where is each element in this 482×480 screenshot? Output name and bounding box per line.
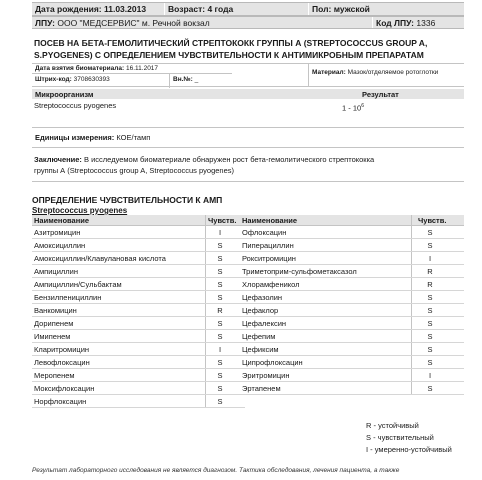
units-value: КОЕ/тамп	[116, 133, 151, 142]
result-exponent: 6	[361, 103, 364, 109]
birth-date-value: 11.03.2013	[103, 4, 147, 14]
age-value: 4 года	[207, 4, 234, 14]
col-name-header: Наименование	[34, 216, 90, 225]
material-label: Материал:	[312, 69, 346, 76]
material-value: Мазок/отделяемое ротоглотки	[347, 69, 439, 76]
report-title: ПОСЕВ НА БЕТА-ГЕМОЛИТИЧЕСКИЙ СТРЕПТОКОКК ГРУППЫ А (STREPTOCOCCUS GROUP A, S.PYOGENES) С ОПРЕДЕЛЕНИЕМ ЧУВСТВИТЕЛЬНОСТИ К АНТИМИКРОБНЫМ ПРЕПАРАТАМ	[34, 38, 428, 60]
birth-date	[32, 3, 164, 15]
amp-row	[32, 395, 245, 408]
sensitivity-result: S	[217, 280, 223, 289]
antibiotic-name: Ванкомицин	[34, 306, 77, 315]
legend-s: S - чувствительный	[366, 433, 434, 442]
conclusion-line-2: группы А (Streptococcus group A, Streptococcus pyogenes)	[34, 166, 235, 175]
legend-r: R - устойчивый	[366, 421, 419, 430]
microorganism-result	[342, 103, 364, 113]
barcode-label: Штрих-код:	[35, 76, 72, 83]
antibiotic-name: Амоксициллин/Клавулановая кислота	[34, 254, 166, 263]
sample-info-box	[32, 63, 464, 87]
sensitivity-result: S	[217, 293, 223, 302]
col-organism-header: Микроорганизм	[35, 90, 94, 99]
col-name-header: Наименование	[242, 216, 298, 225]
age	[165, 3, 305, 15]
amp-organism: Streptococcus pyogenes	[32, 206, 128, 215]
amp-row	[240, 252, 464, 265]
microorganism-name: Streptococcus pyogenes	[34, 101, 117, 110]
amp-row	[240, 356, 464, 369]
sex	[309, 3, 464, 15]
sensitivity-result: I	[428, 371, 432, 380]
units-box	[32, 127, 464, 148]
amp-row	[240, 330, 464, 343]
sensitivity-result: S	[427, 384, 433, 393]
antibiotic-name: Норфлоксацин	[34, 397, 87, 406]
antibiotic-name: Кларитромицин	[34, 345, 90, 354]
lpu-code	[373, 17, 464, 28]
sensitivity-result: R	[217, 306, 223, 315]
vn-label: Вн.№:	[173, 76, 193, 83]
col-result-header: Результат	[362, 90, 399, 99]
amp-row	[32, 252, 245, 265]
amp-row	[32, 356, 245, 369]
antibiotic-name: Дорипенем	[34, 319, 74, 328]
antibiotic-name: Левофлоксацин	[34, 358, 90, 367]
sensitivity-result: S	[217, 267, 223, 276]
units	[35, 133, 150, 142]
patient-info-bar	[32, 2, 464, 16]
sensitivity-result: S	[427, 332, 433, 341]
antibiotic-name: Хлорамфеникол	[242, 280, 300, 289]
disclaimer-footer: Результат лабораторного исследования не является диагнозом. Тактика обследования, лечения пациента, а также	[32, 467, 400, 474]
lpu-info-bar	[32, 16, 464, 29]
amp-row	[240, 265, 464, 278]
amp-row	[32, 291, 245, 304]
antibiotic-name: Цефазолин	[242, 293, 283, 302]
antibiotic-name: Моксифлоксацин	[34, 384, 95, 393]
amp-table-right-header	[240, 215, 464, 226]
sample-date-label: Дата взятия биоматериала:	[35, 65, 125, 72]
amp-row	[32, 239, 245, 252]
col-sens-header: Чувств.	[208, 216, 237, 225]
antibiotic-name: Офлоксацин	[242, 228, 287, 237]
result-base: 1 - 10	[342, 103, 362, 113]
material	[309, 69, 468, 77]
sensitivity-result: S	[217, 358, 223, 367]
microorganism-header	[32, 89, 464, 99]
sensitivity-result: I	[218, 345, 222, 354]
antibiotic-name: Цефаклор	[242, 306, 279, 315]
amp-row	[32, 330, 245, 343]
antibiotic-name: Меропенем	[34, 371, 75, 380]
legend-i: I - умеренно-устойчивый	[366, 445, 452, 454]
amp-table-left	[32, 215, 245, 408]
amp-row	[240, 304, 464, 317]
sensitivity-result: S	[217, 371, 223, 380]
amp-row	[240, 291, 464, 304]
sensitivity-result: S	[217, 397, 223, 406]
lpu-label: ЛПУ:	[35, 17, 55, 28]
antibiotic-name: Пиперациллин	[242, 241, 294, 250]
antibiotic-name: Амоксициллин	[34, 241, 86, 250]
sex-label: Пол:	[312, 4, 332, 14]
sensitivity-result: S	[217, 332, 223, 341]
antibiotic-name: Эртапенем	[242, 384, 281, 393]
sensitivity-result: S	[217, 384, 223, 393]
amp-row	[240, 343, 464, 356]
sex-value: мужской	[333, 4, 370, 14]
antibiotic-name: Рокситромицин	[242, 254, 296, 263]
amp-row	[32, 343, 245, 356]
sensitivity-result: S	[427, 241, 433, 250]
birth-date-label: Дата рождения:	[35, 4, 102, 14]
antibiotic-name: Бензилпенициллин	[34, 293, 102, 302]
sensitivity-result: S	[217, 319, 223, 328]
units-label: Единицы измерения:	[35, 133, 115, 142]
antibiotic-name: Имипенем	[34, 332, 71, 341]
lpu-value: ООО "МЕДСЕРВИС" м. Речной вокзал	[57, 17, 210, 28]
vn-value: _	[194, 76, 199, 83]
lpu	[32, 17, 372, 28]
sensitivity-result: S	[427, 293, 433, 302]
vn-number	[170, 76, 198, 84]
sensitivity-result: I	[428, 254, 432, 263]
sensitivity-result: R	[427, 267, 433, 276]
sensitivity-result: S	[217, 241, 223, 250]
antibiotic-name: Цефепим	[242, 332, 276, 341]
barcode	[32, 76, 110, 84]
age-label: Возраст:	[168, 4, 206, 14]
antibiotic-name: Азитромицин	[34, 228, 81, 237]
amp-row	[32, 265, 245, 278]
amp-row	[240, 369, 464, 382]
conclusion-label: Заключение:	[34, 155, 82, 164]
sample-date-value: 16.11.2017	[125, 65, 159, 72]
antibiotic-name: Цефалексин	[242, 319, 287, 328]
amp-row	[32, 226, 245, 239]
antibiotic-name: Ампициллин	[34, 267, 78, 276]
conclusion-text-1: В исследуемом биоматериале обнаружен рост бета-гемолитического стрептококка	[84, 155, 375, 164]
amp-section-title: ОПРЕДЕЛЕНИЕ ЧУВСТВИТЕЛЬНОСТИ К АМП	[32, 195, 223, 205]
sensitivity-result: I	[218, 228, 222, 237]
amp-row	[32, 278, 245, 291]
amp-row	[32, 317, 245, 330]
amp-row	[240, 317, 464, 330]
col-sens-header: Чувств.	[418, 216, 447, 225]
sensitivity-result: S	[427, 228, 433, 237]
antibiotic-name: Триметоприм-сульфометаксазол	[242, 267, 357, 276]
lpu-code-label: Код ЛПУ:	[376, 17, 415, 28]
amp-row	[240, 278, 464, 291]
antibiotic-name: Ципрофлоксацин	[242, 358, 303, 367]
amp-row	[240, 239, 464, 252]
amp-row	[240, 382, 464, 395]
amp-table-right	[240, 215, 464, 395]
lpu-code-value: 1336	[416, 17, 436, 28]
antibiotic-name: Цефиксим	[242, 345, 279, 354]
sensitivity-result: R	[427, 280, 433, 289]
antibiotic-name: Эритромицин	[242, 371, 290, 380]
barcode-value: 3708630393	[73, 76, 110, 83]
sensitivity-result: S	[427, 358, 433, 367]
sensitivity-result: S	[217, 254, 223, 263]
sensitivity-result: S	[427, 306, 433, 315]
sample-date	[32, 65, 158, 73]
amp-row	[32, 304, 245, 317]
amp-row	[32, 382, 245, 395]
amp-row	[32, 369, 245, 382]
antibiotic-name: Ампициллин/Сульбактам	[34, 280, 122, 289]
conclusion-line-1	[34, 155, 374, 164]
sensitivity-result: S	[427, 319, 433, 328]
amp-table-left-header	[32, 215, 245, 226]
amp-row	[240, 226, 464, 239]
sensitivity-result: S	[427, 345, 433, 354]
